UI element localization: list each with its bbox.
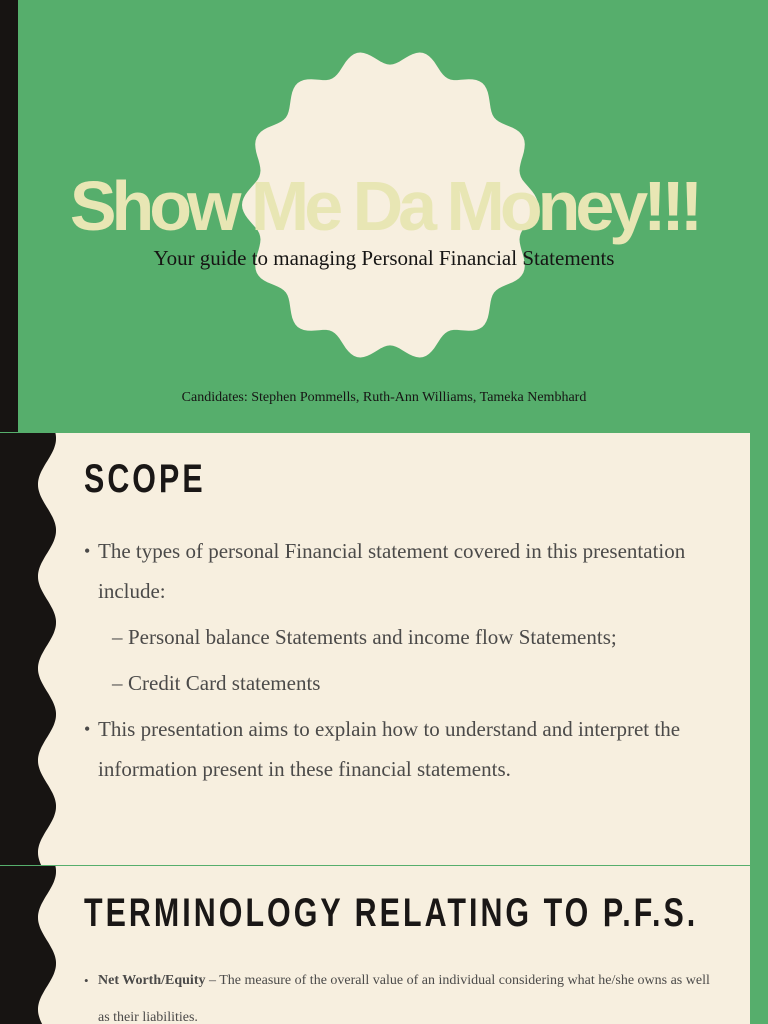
candidates-line: Candidates: Stephen Pommells, Ruth-Ann Williams, Tameka Nembhard [181,390,587,405]
bullet-item [84,962,720,1024]
sub-bullet-text: Personal balance Statements and income flow Statements; [128,625,617,649]
slide-heading: SCOPE [84,457,206,501]
presentation-subtitle: Your guide to managing Personal Financial Statements [153,246,615,270]
bullet-icon: • [84,541,91,561]
sub-bullet-item [84,617,720,657]
wavy-left-border [0,433,60,865]
bullet-text: This presentation aims to explain how to understand and interpret the information present in these financial statements. [98,717,681,781]
title-slide [0,0,768,432]
bullet-item [84,709,720,789]
slide-body [84,531,720,795]
sub-bullet-text: Credit Card statements [128,671,321,695]
dash-icon: – [112,625,123,649]
terminology-slide [0,866,768,1024]
bullet-icon: • [84,719,91,739]
bullet-icon: • [84,973,89,988]
term-definition: – The measure of the overall value of an individual considering what he/she owns as well as their liabilities. [98,973,710,1024]
sub-bullet-item [84,663,720,703]
bullet-text: The types of personal Financial statement covered in this presentation include: [98,539,686,603]
slide-body [84,962,720,1024]
scope-slide [0,433,768,865]
presentation-title: Show Me Da Money!!! [69,167,699,245]
slide-heading: TERMINOLOGY RELATING TO P.F.S. [84,891,699,935]
wavy-left-border [0,866,60,1024]
bullet-item [84,531,720,611]
dash-icon: – [112,671,123,695]
term-label: Net Worth/Equity [98,973,206,988]
